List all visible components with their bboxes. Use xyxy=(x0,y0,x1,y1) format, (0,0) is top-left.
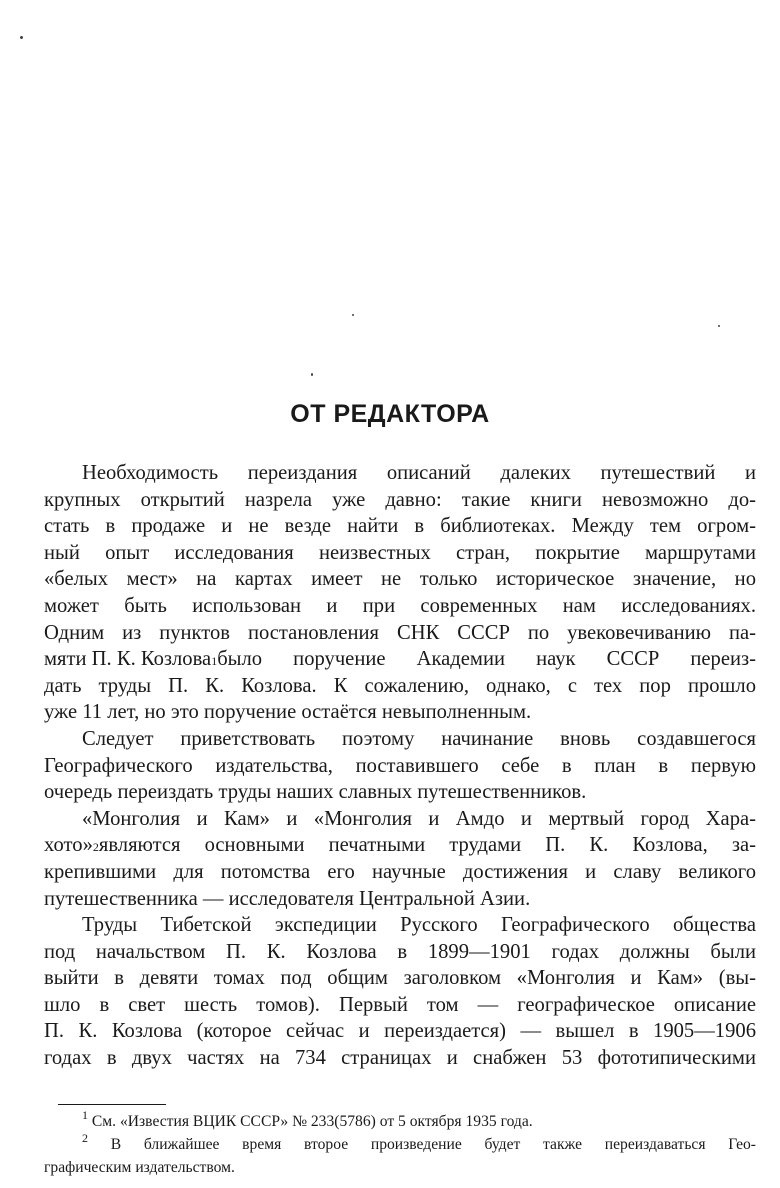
text-line: под начальством П. К. Козлова в 1899—1901 годах должны были xyxy=(44,940,756,963)
text-segment: было поручение Академии наук СССР переиз- xyxy=(217,648,756,671)
footnote-divider xyxy=(58,1104,166,1105)
text-line: «Монголия и Кам» и «Монголия и Амдо и мертвый город Хара- xyxy=(82,807,756,830)
main-text xyxy=(44,460,756,1072)
text-line: Необходимость переиздания описаний далеких путешествий и xyxy=(82,462,756,484)
text-line: годах в двух частях на 734 страницах и снабжен 53 фототипическими xyxy=(44,1047,756,1070)
text-segment: мяти П. К. Козлова xyxy=(44,648,212,671)
paragraph xyxy=(44,806,756,912)
footnote xyxy=(44,1110,756,1133)
text-line: стать в продаже и не везде найти в библиотеках. Между тем огром- xyxy=(44,515,756,538)
footnote-text: См. «Известия ВЦИК СССР» № 233(5786) от 5 октября 1935 года. xyxy=(88,1113,533,1130)
text-line: дать труды П. К. Козлова. К сожалению, однако, с тех пор прошло xyxy=(44,674,756,697)
paragraph xyxy=(44,726,756,806)
text-line: мяти П. К. Козлова 1 было поручение Академии наук СССР переиз- xyxy=(44,646,756,673)
footnote-continuation: графическим издательством. xyxy=(44,1159,235,1176)
text-line: выйти в девяти томах под общим заголовком «Монголия и Кам» (вы- xyxy=(44,967,756,990)
text-line: П. К. Козлова (которое сейчас и переиздается) — вышел в 1905—1906 xyxy=(44,1020,756,1043)
footnote-marker: 1 xyxy=(82,1108,88,1122)
text-line: путешественника — исследователя Центральной Азии. xyxy=(44,887,531,910)
text-line: крупных открытий назрела уже давно: такие книги невозможно до- xyxy=(44,488,756,511)
footnote-text: В ближайшее время второе произведение будет также переиздаваться Гео- xyxy=(88,1136,756,1153)
text-line: уже 11 лет, но это поручение остаётся невыполненным. xyxy=(44,701,532,724)
print-speck xyxy=(352,314,354,316)
print-speck xyxy=(311,373,313,376)
text-line: Географического издательства, поставившего себе в план в первую xyxy=(44,754,756,777)
print-speck xyxy=(718,325,720,327)
text-line: шло в свет шесть томов). Первый том — географическое описание xyxy=(44,993,756,1016)
footnote xyxy=(44,1133,756,1156)
text-line: крепившими для потомства его научные достижения и славу великого xyxy=(44,860,756,883)
text-line: ный опыт исследования неизвестных стран, покрытие маршрутами xyxy=(44,541,756,564)
paragraph xyxy=(44,460,756,726)
print-speck xyxy=(20,36,23,39)
text-line: может быть использован и при современных нам исследованиях. xyxy=(44,594,756,617)
text-line: Труды Тибетской экспедиции Русского Географического общества xyxy=(82,914,756,937)
footnotes xyxy=(44,1110,756,1179)
text-line: хото» 2 являются основными печатными трудами П. К. Козлова, за- xyxy=(44,832,756,859)
page-title: ОТ РЕДАКТОРА xyxy=(290,400,490,428)
text-segment: хото» xyxy=(44,834,93,857)
footnote-marker: 2 xyxy=(82,1131,88,1145)
text-line: Следует приветствовать поэтому начинание вновь создавшегося xyxy=(82,727,756,750)
text-line: очередь переиздать труды наших славных путешественников. xyxy=(44,781,587,804)
text-line: «белых мест» на картах имеет не только историческое значение, но xyxy=(44,568,756,591)
paragraph xyxy=(44,912,756,1072)
text-line: Одним из пунктов постановления СНК СССР по увековечиванию па- xyxy=(44,621,756,644)
text-segment: являются основными печатными трудами П. К. Козлова, за- xyxy=(98,834,756,857)
